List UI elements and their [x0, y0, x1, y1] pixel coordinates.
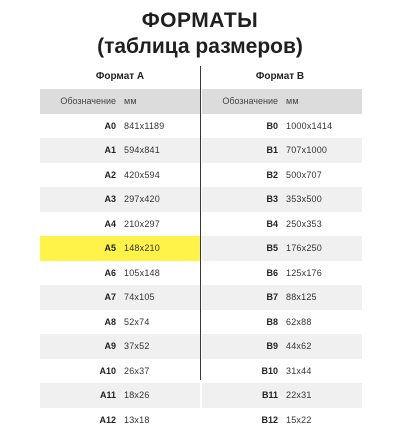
- format-b-row: [202, 408, 362, 432]
- format-a-size-cell: 37x52: [120, 341, 200, 351]
- format-a-code-cell: A11: [40, 390, 120, 400]
- format-a-header-row: [40, 89, 200, 114]
- format-a-size-cell: 148x210: [120, 243, 200, 253]
- format-b-size-cell: 44x62: [282, 341, 362, 351]
- format-b-size-cell: 250x353: [282, 219, 362, 229]
- format-b-row: [202, 114, 362, 139]
- format-a-size-cell: 297x420: [120, 194, 200, 204]
- format-b-code-cell: B7: [202, 292, 282, 302]
- format-a-size-cell: 420x594: [120, 170, 200, 180]
- format-a-code-cell: A2: [40, 170, 120, 180]
- page-subtitle: (таблица размеров): [0, 34, 400, 60]
- format-b-size-cell: 500x707: [282, 170, 362, 180]
- format-b-header-row: [202, 89, 362, 114]
- format-a-code-cell: A9: [40, 341, 120, 351]
- format-a-row: [40, 261, 200, 286]
- format-a-code-cell: A10: [40, 366, 120, 376]
- format-b-code-cell: B2: [202, 170, 282, 180]
- format-a-row: [40, 187, 200, 212]
- format-b-code-cell: B1: [202, 145, 282, 155]
- format-a-section: [40, 68, 200, 432]
- format-a-size-cell: 74x105: [120, 292, 200, 302]
- format-b-code-cell: B11: [202, 390, 282, 400]
- format-b-size-cell: 176x250: [282, 243, 362, 253]
- format-b-size-cell: 62x88: [282, 317, 362, 327]
- format-a-col-code-header: Обозначение: [40, 96, 120, 106]
- format-b-col-size-header: мм: [282, 96, 362, 106]
- format-b-size-cell: 1000x1414: [282, 121, 362, 131]
- format-b-row: [202, 138, 362, 163]
- column-divider: [200, 66, 201, 380]
- format-b-row: [202, 334, 362, 359]
- format-a-row: [40, 212, 200, 237]
- format-a-size-cell: 210x297: [120, 219, 200, 229]
- format-b-size-cell: 31x44: [282, 366, 362, 376]
- format-a-table: [40, 89, 200, 432]
- format-a-code-cell: A3: [40, 194, 120, 204]
- format-a-code-cell: A7: [40, 292, 120, 302]
- format-b-code-cell: B3: [202, 194, 282, 204]
- format-b-row: [202, 236, 362, 261]
- format-a-row: [40, 334, 200, 359]
- format-b-col-code-header: Обозначение: [202, 96, 282, 106]
- format-b-size-cell: 353x500: [282, 194, 362, 204]
- format-a-col-size-header: мм: [120, 96, 200, 106]
- format-b-code-cell: B10: [202, 366, 282, 376]
- format-b-size-cell: 22x31: [282, 390, 362, 400]
- format-b-row: [202, 212, 362, 237]
- format-a-row: [40, 138, 200, 163]
- format-b-size-cell: 707x1000: [282, 145, 362, 155]
- format-b-row: [202, 359, 362, 384]
- format-b-code-cell: B4: [202, 219, 282, 229]
- format-a-size-cell: 105x148: [120, 268, 200, 278]
- format-b-size-cell: 15x22: [282, 415, 362, 425]
- format-b-row: [202, 285, 362, 310]
- format-b-code-cell: B5: [202, 243, 282, 253]
- format-a-size-cell: 18x26: [120, 390, 200, 400]
- format-b-row: [202, 163, 362, 188]
- format-a-code-cell: A12: [40, 415, 120, 425]
- format-b-code-cell: B6: [202, 268, 282, 278]
- format-b-code-cell: B9: [202, 341, 282, 351]
- format-a-code-cell: A4: [40, 219, 120, 229]
- format-a-row: [40, 163, 200, 188]
- format-b-size-cell: 88x125: [282, 292, 362, 302]
- format-a-row: [40, 310, 200, 335]
- format-a-size-cell: 594x841: [120, 145, 200, 155]
- format-a-code-cell: A1: [40, 145, 120, 155]
- format-b-row: [202, 187, 362, 212]
- format-b-row: [202, 261, 362, 286]
- format-a-row: [40, 236, 200, 261]
- format-a-row: [40, 285, 200, 310]
- format-b-title: Формат В: [202, 68, 358, 85]
- page-title: ФОРМАТЫ: [0, 8, 400, 34]
- format-a-code-cell: A6: [40, 268, 120, 278]
- format-a-size-cell: 26x37: [120, 366, 200, 376]
- format-a-code-cell: A8: [40, 317, 120, 327]
- format-a-code-cell: A0: [40, 121, 120, 131]
- format-a-row: [40, 359, 200, 384]
- format-a-size-cell: 52x74: [120, 317, 200, 327]
- format-a-row: [40, 114, 200, 139]
- format-b-size-cell: 125x176: [282, 268, 362, 278]
- format-b-row: [202, 383, 362, 408]
- format-b-section: [202, 68, 362, 432]
- format-a-size-cell: 841x1189: [120, 121, 200, 131]
- title-block: [0, 8, 400, 60]
- format-b-code-cell: B0: [202, 121, 282, 131]
- format-b-row: [202, 310, 362, 335]
- format-b-table: [202, 89, 362, 432]
- format-b-code-cell: B12: [202, 415, 282, 425]
- format-a-code-cell: A5: [40, 243, 120, 253]
- format-a-row: [40, 383, 200, 408]
- format-b-code-cell: B8: [202, 317, 282, 327]
- format-a-row: [40, 408, 200, 432]
- format-a-title: Формат А: [40, 68, 200, 85]
- format-a-size-cell: 13x18: [120, 415, 200, 425]
